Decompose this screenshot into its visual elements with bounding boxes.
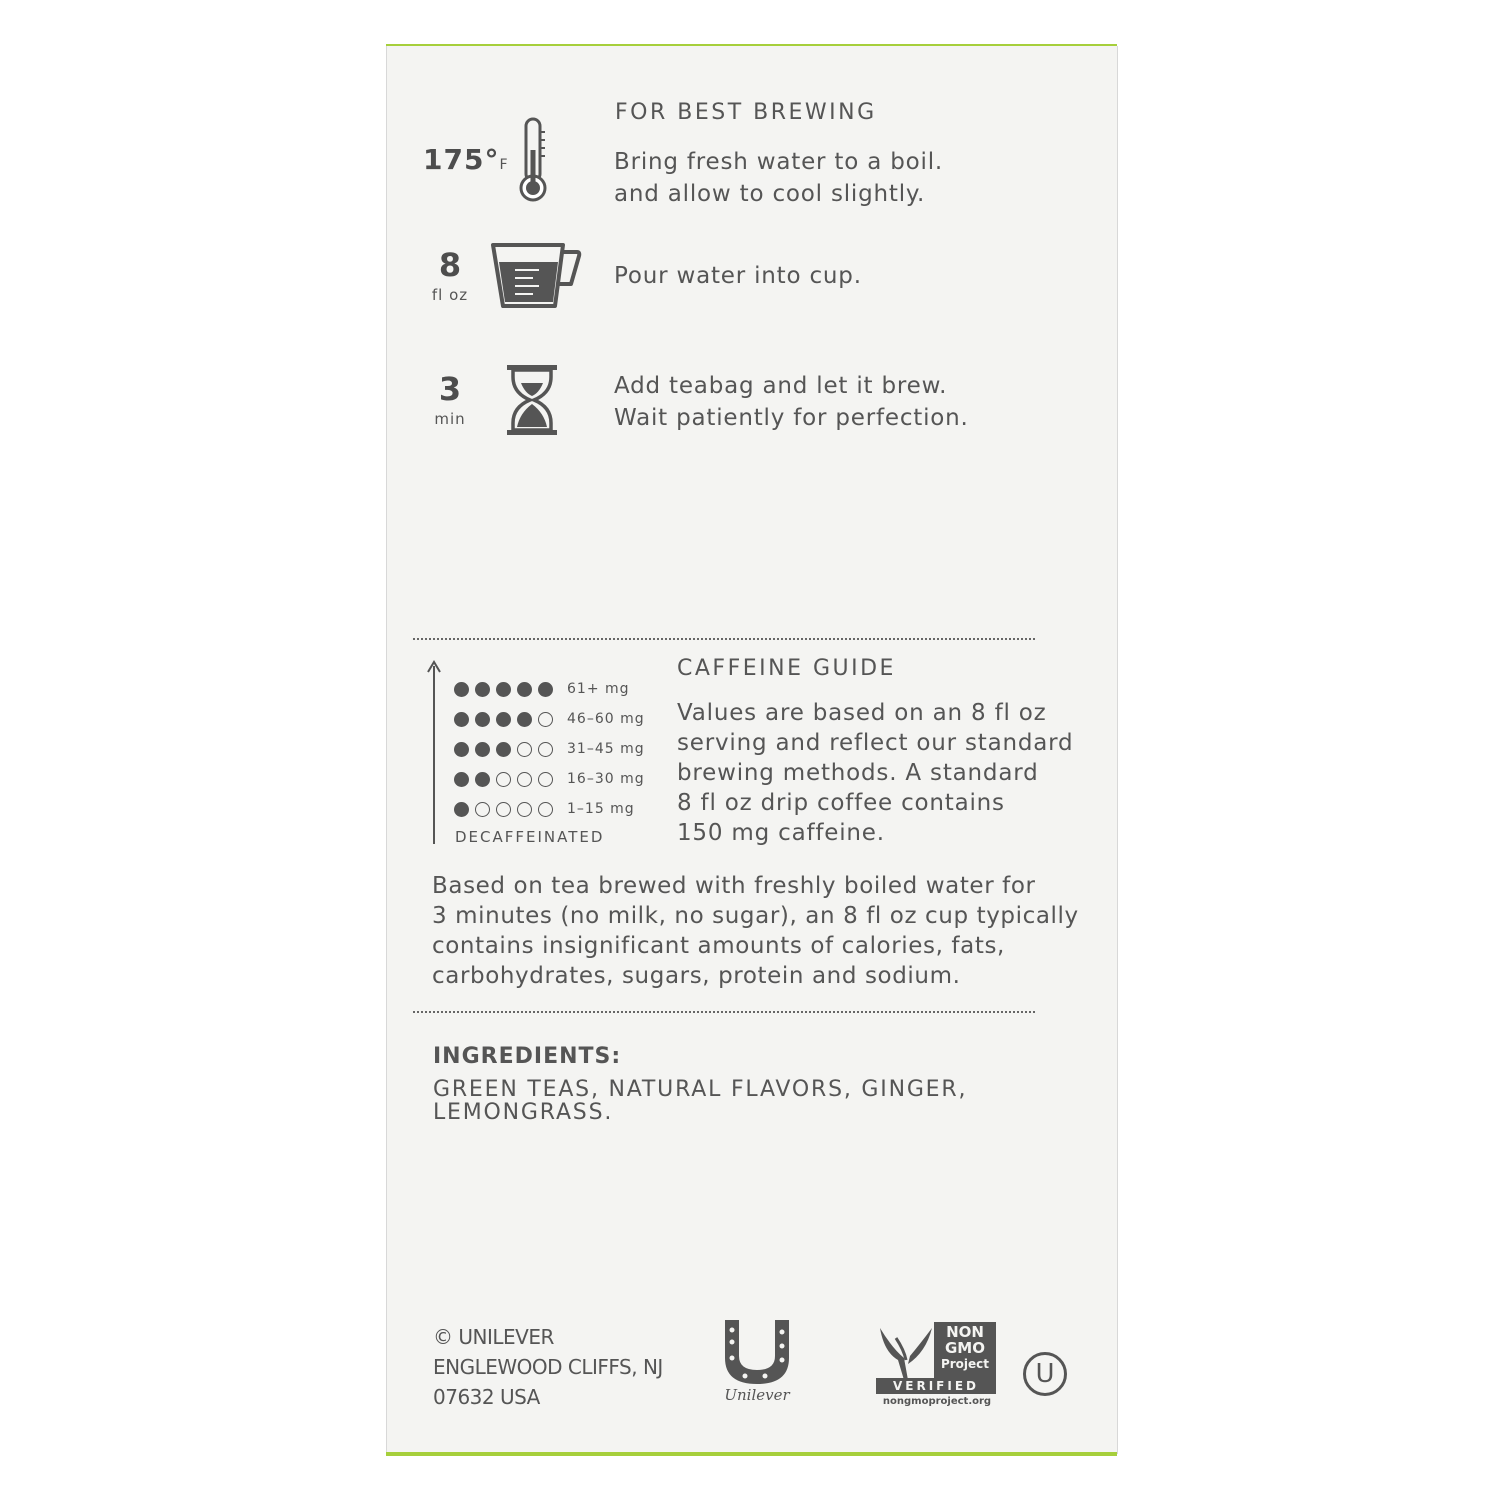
caffeine-dot-filled [454,682,469,697]
caffeine-desc-line: brewing methods. A standard [677,760,1039,786]
caffeine-level-label: 16–30 mg [567,771,645,787]
step-1-line-1: Bring fresh water to a boil. [614,149,943,175]
divider-bottom [413,1011,1035,1013]
time-unit: min [434,410,466,428]
caffeine-dot-empty [517,802,532,817]
non-gmo-box [934,1322,996,1380]
caffeine-desc-line: 8 fl oz drip coffee contains [677,790,1005,816]
temperature-unit: F [499,157,508,173]
caffeine-level-row [454,769,645,789]
caffeine-dot-filled [454,802,469,817]
caffeine-level-row [454,709,645,729]
project-text: Project [940,1357,990,1371]
divider-top [413,638,1035,640]
unilever-wordmark: Unilever [724,1386,790,1404]
non-text: NON [946,1323,984,1341]
brewing-title: FOR BEST BREWING [615,100,877,125]
caffeine-level-label: 31–45 mg [567,741,645,757]
nutrition-line: Based on tea brewed with freshly boiled water for [432,873,1036,899]
caffeine-dot-empty [538,772,553,787]
caffeine-dot-filled [496,742,511,757]
caffeine-level-label: 46–60 mg [567,711,645,727]
caffeine-dot-empty [517,742,532,757]
caffeine-arrow-icon [426,660,442,844]
caffeine-dot-filled [517,682,532,697]
non-gmo-badge [874,1322,1000,1410]
thermometer-icon [515,116,551,204]
caffeine-dot-filled [454,712,469,727]
caffeine-dot-filled [517,712,532,727]
nutrition-line: 3 minutes (no milk, no sugar), an 8 fl oz cup typically [432,903,1079,929]
caffeine-dot-empty [496,802,511,817]
caffeine-desc-line: serving and reflect our standard [677,730,1074,756]
caffeine-dot-filled [475,682,490,697]
company-address [433,1322,663,1412]
kosher-symbol-icon: U [1023,1352,1067,1396]
measuring-cup-icon [489,240,583,310]
step-3-line-1: Add teabag and let it brew. [614,373,948,399]
nutrition-line: carbohydrates, sugars, protein and sodium. [432,963,961,989]
volume-number: 8 [438,246,462,284]
caffeine-dot-empty [538,802,553,817]
non-gmo-url: nongmoproject.org [882,1396,992,1407]
verified-bar: VERIFIED [876,1378,996,1394]
time-number: 3 [438,370,462,408]
caffeine-level-row [454,739,645,759]
caffeine-level-row [454,679,630,699]
caffeine-dot-filled [454,742,469,757]
address-line: ENGLEWOOD CLIFFS, NJ [433,1355,663,1379]
caffeine-dot-empty [538,742,553,757]
caffeine-dot-filled [475,712,490,727]
unilever-logo [715,1318,799,1410]
caffeine-dot-filled [496,682,511,697]
temperature-value [423,143,508,176]
caffeine-dot-filled [475,772,490,787]
nutrition-note [432,871,1079,991]
copyright-line: © UNILEVER [433,1325,554,1349]
step-1-line-2: and allow to cool slightly. [614,181,926,207]
volume-unit: fl oz [431,286,469,304]
caffeine-dot-filled [538,682,553,697]
ingredients-text [433,1078,967,1124]
step-2-text: Pour water into cup. [614,263,862,289]
caffeine-level-label: 1–15 mg [567,801,635,817]
caffeine-level-label: 61+ mg [567,681,630,697]
step-3-text [614,370,969,434]
ingredients-line-2: LEMONGRASS. [433,1100,614,1125]
hourglass-icon [505,363,559,437]
step-1-text [614,146,943,210]
step-3-line-2: Wait patiently for perfection. [614,405,969,431]
caffeine-desc-line: Values are based on an 8 fl oz [677,700,1047,726]
zip-line: 07632 USA [433,1385,540,1409]
caffeine-dot-empty [538,712,553,727]
caffeine-dot-filled [454,772,469,787]
caffeine-dot-empty [496,772,511,787]
caffeine-level-row [454,799,635,819]
ingredients-title: INGREDIENTS: [433,1044,622,1069]
temperature-number: 175° [423,143,500,176]
ingredients-line-1: GREEN TEAS, NATURAL FLAVORS, GINGER, [433,1077,968,1102]
caffeine-dot-empty [517,772,532,787]
caffeine-desc-line: 150 mg caffeine. [677,820,885,846]
gmo-text: GMO [945,1339,985,1357]
caffeine-description [677,698,1073,848]
caffeine-dot-empty [475,802,490,817]
caffeine-dot-filled [496,712,511,727]
caffeine-title: CAFFEINE GUIDE [677,656,896,681]
bottom-green-stripe [386,1452,1117,1456]
decaf-label: DECAFFEINATED [455,828,605,846]
nutrition-line: contains insignificant amounts of calories, fats, [432,933,1005,959]
caffeine-dot-filled [475,742,490,757]
unilever-u-icon [715,1318,799,1386]
